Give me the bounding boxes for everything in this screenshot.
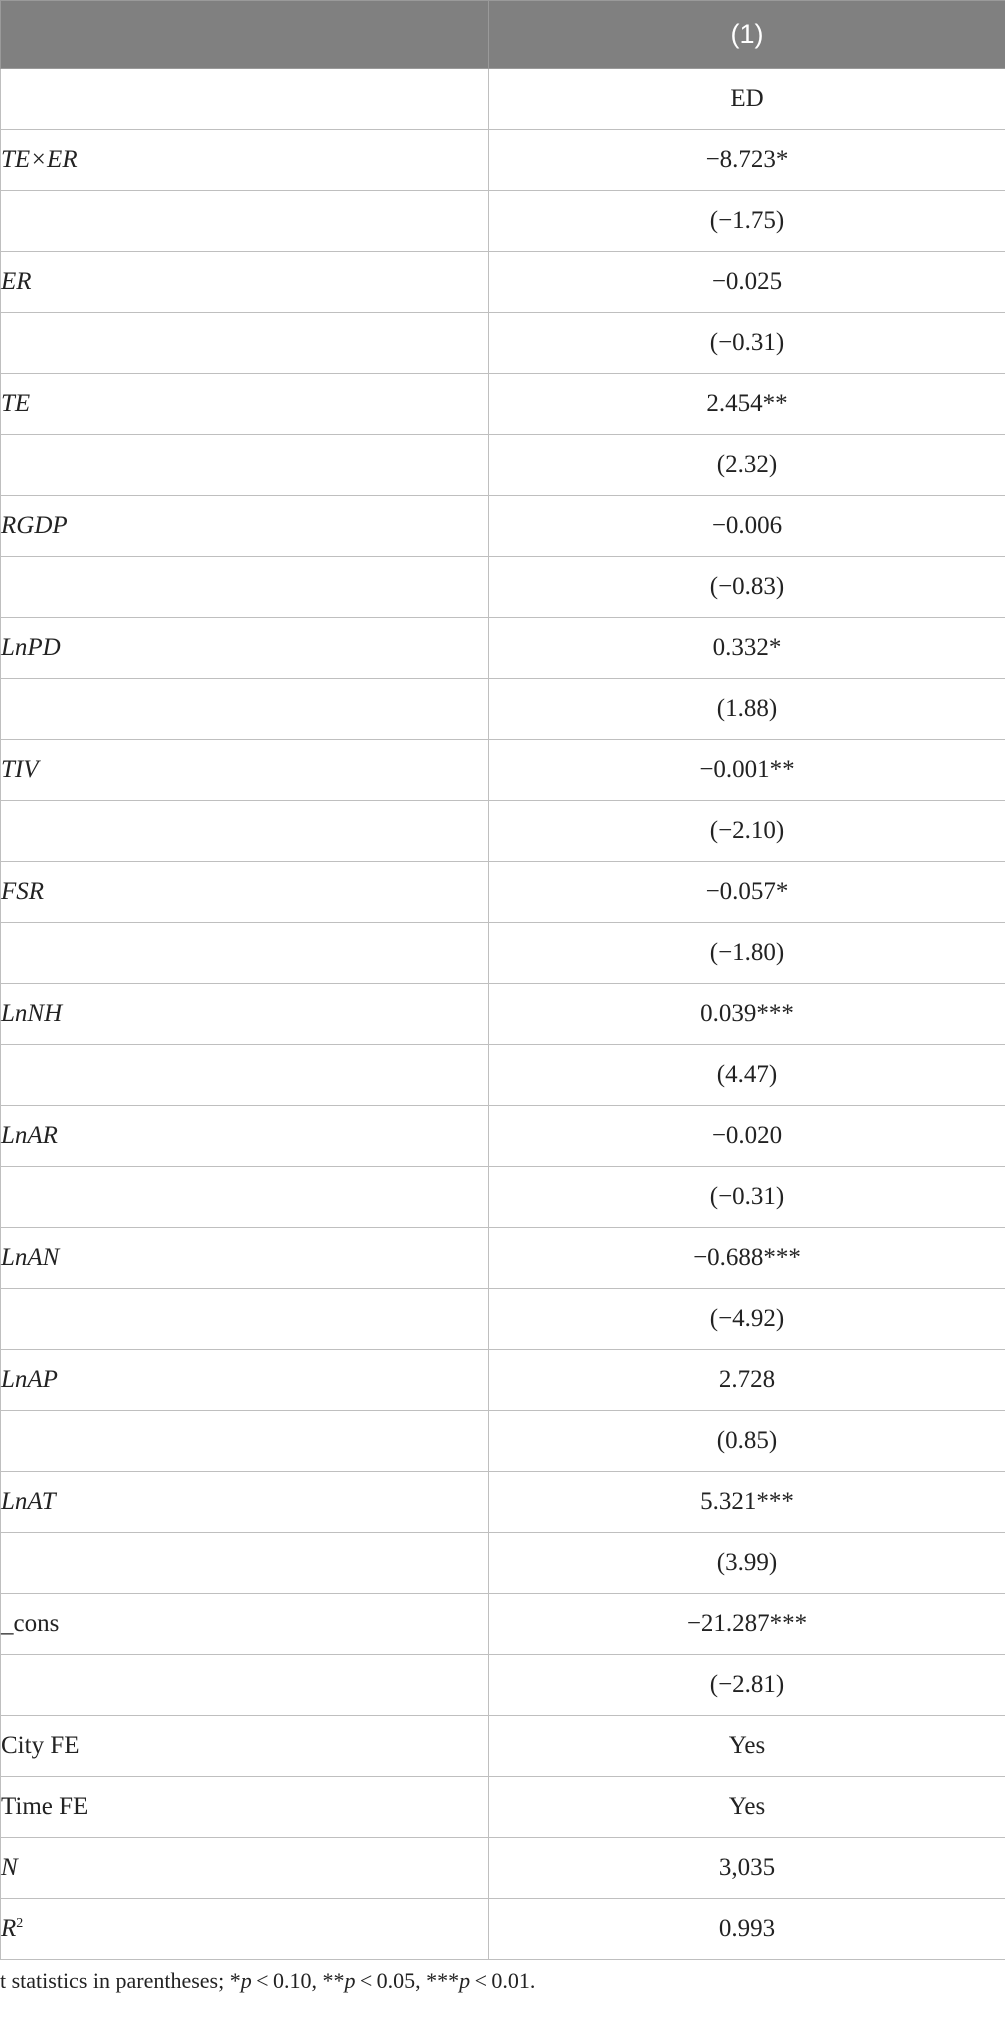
t-statistic-cell: (−0.31) bbox=[489, 1167, 1005, 1228]
control-label-cell: Time FE bbox=[1, 1777, 489, 1838]
control-value-cell: 3,035 bbox=[489, 1838, 1005, 1899]
table-row bbox=[1, 496, 1005, 557]
variable-name-cell: FSR bbox=[1, 862, 489, 923]
coefficient-cell: −0.688*** bbox=[489, 1228, 1005, 1289]
table-row bbox=[1, 1289, 1005, 1350]
table-row bbox=[1, 1533, 1005, 1594]
empty-variable-cell bbox=[1, 1167, 489, 1228]
table-row bbox=[1, 130, 1005, 191]
table-row bbox=[1, 1228, 1005, 1289]
subheader-row bbox=[1, 69, 1005, 130]
t-statistic-cell: (4.47) bbox=[489, 1045, 1005, 1106]
table-row bbox=[1, 740, 1005, 801]
empty-variable-cell bbox=[1, 1411, 489, 1472]
variable-name-cell: _cons bbox=[1, 1594, 489, 1655]
coefficient-cell: 0.332* bbox=[489, 618, 1005, 679]
coefficient-cell: −0.001** bbox=[489, 740, 1005, 801]
variable-name-cell: TIV bbox=[1, 740, 489, 801]
t-statistic-cell: (−2.81) bbox=[489, 1655, 1005, 1716]
control-label-cell: N bbox=[1, 1838, 489, 1899]
coefficient-cell: −8.723* bbox=[489, 130, 1005, 191]
variable-name-cell: TE bbox=[1, 374, 489, 435]
empty-variable-cell bbox=[1, 435, 489, 496]
header-variable-cell bbox=[1, 1, 489, 69]
empty-variable-cell bbox=[1, 191, 489, 252]
table-row bbox=[1, 1411, 1005, 1472]
coefficient-cell: −21.287*** bbox=[489, 1594, 1005, 1655]
r-squared-row bbox=[1, 1899, 1005, 1960]
control-value-cell: Yes bbox=[489, 1777, 1005, 1838]
t-statistic-cell: (3.99) bbox=[489, 1533, 1005, 1594]
table-row bbox=[1, 313, 1005, 374]
empty-variable-cell bbox=[1, 313, 489, 374]
coefficient-cell: 0.039*** bbox=[489, 984, 1005, 1045]
coefficient-cell: −0.025 bbox=[489, 252, 1005, 313]
r-squared-label: R bbox=[1, 1915, 17, 1942]
table-row bbox=[1, 618, 1005, 679]
control-value-cell: Yes bbox=[489, 1716, 1005, 1777]
table-row bbox=[1, 984, 1005, 1045]
table-row bbox=[1, 862, 1005, 923]
table-row bbox=[1, 252, 1005, 313]
variable-name-cell: LnAN bbox=[1, 1228, 489, 1289]
subheader-variable-cell bbox=[1, 69, 489, 130]
footnote-p-symbol: p bbox=[240, 1968, 252, 1993]
table-row bbox=[1, 435, 1005, 496]
coefficient-cell: −0.020 bbox=[489, 1106, 1005, 1167]
t-statistic-cell: (2.32) bbox=[489, 435, 1005, 496]
t-statistic-cell: (−4.92) bbox=[489, 1289, 1005, 1350]
r-squared-value-cell: 0.993 bbox=[489, 1899, 1005, 1960]
variable-name-cell: LnAR bbox=[1, 1106, 489, 1167]
variable-name-cell: ER bbox=[1, 252, 489, 313]
table-footnote bbox=[0, 1960, 1005, 1994]
variable-name-cell: LnAT bbox=[1, 1472, 489, 1533]
t-statistic-cell: (−0.31) bbox=[489, 313, 1005, 374]
t-statistic-cell: (−1.75) bbox=[489, 191, 1005, 252]
footnote-text: < 0.05, *** bbox=[355, 1968, 460, 1993]
footnote-p-symbol: p bbox=[344, 1968, 356, 1993]
t-statistic-cell: (−0.83) bbox=[489, 557, 1005, 618]
variable-name-cell: LnPD bbox=[1, 618, 489, 679]
table-row bbox=[1, 374, 1005, 435]
table-row bbox=[1, 679, 1005, 740]
empty-variable-cell bbox=[1, 1289, 489, 1350]
table-row bbox=[1, 923, 1005, 984]
t-statistic-cell: (−1.80) bbox=[489, 923, 1005, 984]
table-row bbox=[1, 1472, 1005, 1533]
footnote-text: t statistics in parentheses; * bbox=[0, 1968, 241, 1993]
footnote-text: < 0.01. bbox=[470, 1968, 536, 1993]
footnote-text: < 0.10, ** bbox=[251, 1968, 345, 1993]
empty-variable-cell bbox=[1, 1045, 489, 1106]
header-row bbox=[1, 1, 1005, 69]
variable-name-cell: TE×ER bbox=[1, 130, 489, 191]
variable-name-cell: LnNH bbox=[1, 984, 489, 1045]
empty-variable-cell bbox=[1, 923, 489, 984]
table-row bbox=[1, 1594, 1005, 1655]
variable-name-cell: LnAP bbox=[1, 1350, 489, 1411]
table-row bbox=[1, 1716, 1005, 1777]
r-squared-superscript: 2 bbox=[16, 1916, 24, 1931]
coefficient-cell: 2.454** bbox=[489, 374, 1005, 435]
empty-variable-cell bbox=[1, 801, 489, 862]
table-row bbox=[1, 1350, 1005, 1411]
control-label-cell: City FE bbox=[1, 1716, 489, 1777]
footnote-p-symbol: p bbox=[459, 1968, 471, 1993]
coefficient-cell: −0.006 bbox=[489, 496, 1005, 557]
table-row bbox=[1, 801, 1005, 862]
empty-variable-cell bbox=[1, 1533, 489, 1594]
empty-variable-cell bbox=[1, 679, 489, 740]
table-row bbox=[1, 1838, 1005, 1899]
table-row bbox=[1, 191, 1005, 252]
coefficient-cell: −0.057* bbox=[489, 862, 1005, 923]
header-model-cell: (1) bbox=[489, 1, 1005, 69]
empty-variable-cell bbox=[1, 557, 489, 618]
coefficient-cell: 5.321*** bbox=[489, 1472, 1005, 1533]
empty-variable-cell bbox=[1, 1655, 489, 1716]
table-row bbox=[1, 1655, 1005, 1716]
t-statistic-cell: (0.85) bbox=[489, 1411, 1005, 1472]
variable-name-cell: RGDP bbox=[1, 496, 489, 557]
dependent-variable-label: ED bbox=[489, 69, 1005, 130]
r-squared-label-cell bbox=[1, 1899, 489, 1960]
t-statistic-cell: (−2.10) bbox=[489, 801, 1005, 862]
table-row bbox=[1, 1045, 1005, 1106]
t-statistic-cell: (1.88) bbox=[489, 679, 1005, 740]
coefficient-cell: 2.728 bbox=[489, 1350, 1005, 1411]
table-row bbox=[1, 557, 1005, 618]
table-row bbox=[1, 1106, 1005, 1167]
table-row bbox=[1, 1167, 1005, 1228]
table-row bbox=[1, 1777, 1005, 1838]
